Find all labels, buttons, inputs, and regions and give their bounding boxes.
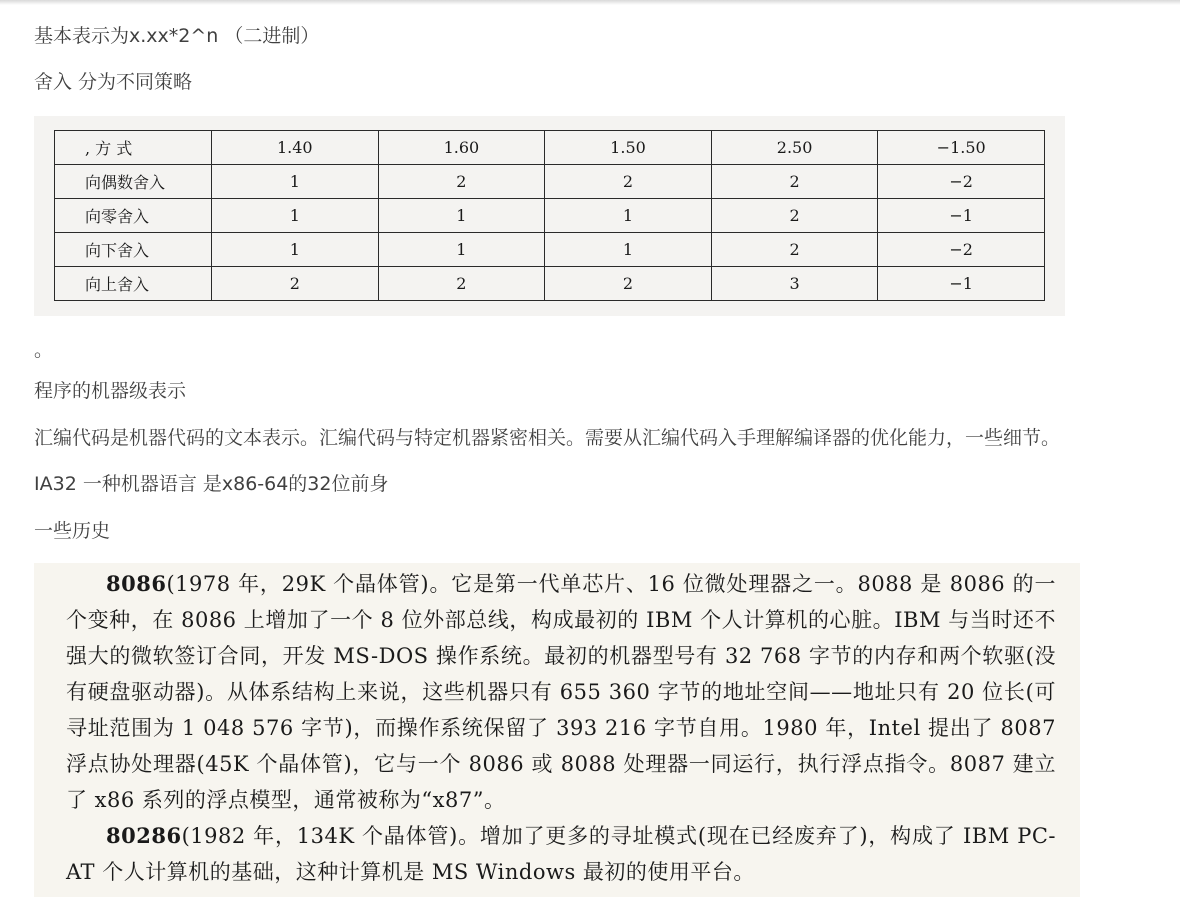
table-header-cell: , 方 式 (55, 131, 212, 165)
table-cell: 2 (212, 267, 379, 301)
table-cell: −2 (878, 233, 1045, 267)
history-paragraph-8086 (66, 566, 1056, 818)
table-cell: 1 (212, 165, 379, 199)
history-label: 一些历史 (34, 520, 111, 542)
chip-name-8086: 8086 (106, 571, 167, 596)
table-cell: 2 (545, 165, 712, 199)
table-cell: 2 (378, 165, 545, 199)
paragraph-text: (1982 年，134K 个晶体管)。增加了更多的寻址模式(现在已经废弃了)，构成了 IBM PC-AT 个人计算机的基础，这种计算机是 MS Windows 最初的使用平台。 (66, 824, 1056, 884)
table-header-cell: 1.50 (545, 131, 712, 165)
table-header-row (55, 131, 1045, 165)
table-cell: 1 (545, 199, 712, 233)
history-paragraph-80286 (66, 818, 1056, 890)
table-cell: 2 (711, 199, 878, 233)
table-header-cell: −1.50 (878, 131, 1045, 165)
table-cell: 1 (378, 199, 545, 233)
table-row (55, 199, 1045, 233)
ia32-line: IA32 一种机器语言 是x86-64的32位前身 (34, 473, 389, 495)
assembly-description-line: 汇编代码是机器代码的文本表示。汇编代码与特定机器紧密相关。需要从汇编代码入手理解编译器的优化能力，一些细节。 (34, 427, 1061, 449)
table-cell: 1 (212, 233, 379, 267)
table-cell: 向下舍入 (55, 233, 212, 267)
table-cell: 2 (378, 267, 545, 301)
table-cell: 向偶数舍入 (55, 165, 212, 199)
table-cell: 1 (212, 199, 379, 233)
period-line: 。 (34, 339, 54, 361)
top-edge (0, 0, 1180, 5)
table-cell: 向上舍入 (55, 267, 212, 301)
float-representation-line: 基本表示为x.xx*2^n （二进制） (34, 25, 320, 47)
section-heading: 程序的机器级表示 (34, 380, 187, 402)
rounding-table (54, 130, 1045, 301)
table-cell: 3 (711, 267, 878, 301)
table-cell: −1 (878, 267, 1045, 301)
table-cell: 2 (711, 233, 878, 267)
table-cell: −2 (878, 165, 1045, 199)
table-row (55, 233, 1045, 267)
table-cell: 向零舍入 (55, 199, 212, 233)
paragraph-text: (1978 年，29K 个晶体管)。它是第一代单芯片、16 位微处理器之一。8088 是 8086 的一个变种，在 8086 上增加了一个 8 位外部总线，构成最初的 IBM 个人计算机的心脏。IBM 与当时还不强大的微软签订合同，开发 MS-DOS 操作系统。最初的机器型号有 32 768 字节的内存和两个软驱(没有硬盘驱动器)。从体系结构上来说，这些机器只有 655 360 字节的地址空间——地址只有 20 位长(可寻址范围为 1 048 576 字节)，而操作系统保留了 393 216 字节自用。1980 年，Intel 提出了 8087 浮点协处理器(45K 个晶体管)，它与一个 8086 或 8088 处理器一同运行，执行浮点指令。8087 建立了 x86 系列的浮点模型，通常被称为“x87”。 (66, 572, 1056, 812)
table-cell: 2 (711, 165, 878, 199)
table-row (55, 267, 1045, 301)
history-text-image (34, 563, 1080, 897)
chip-name-80286: 80286 (106, 823, 182, 848)
table-header-cell: 1.40 (212, 131, 379, 165)
table-cell: 1 (545, 233, 712, 267)
table-cell: −1 (878, 199, 1045, 233)
table-row (55, 165, 1045, 199)
rounding-table-image (34, 116, 1065, 316)
rounding-strategy-line: 舍入 分为不同策略 (34, 71, 193, 93)
table-cell: 1 (378, 233, 545, 267)
table-header-cell: 1.60 (378, 131, 545, 165)
table-cell: 2 (545, 267, 712, 301)
table-header-cell: 2.50 (711, 131, 878, 165)
